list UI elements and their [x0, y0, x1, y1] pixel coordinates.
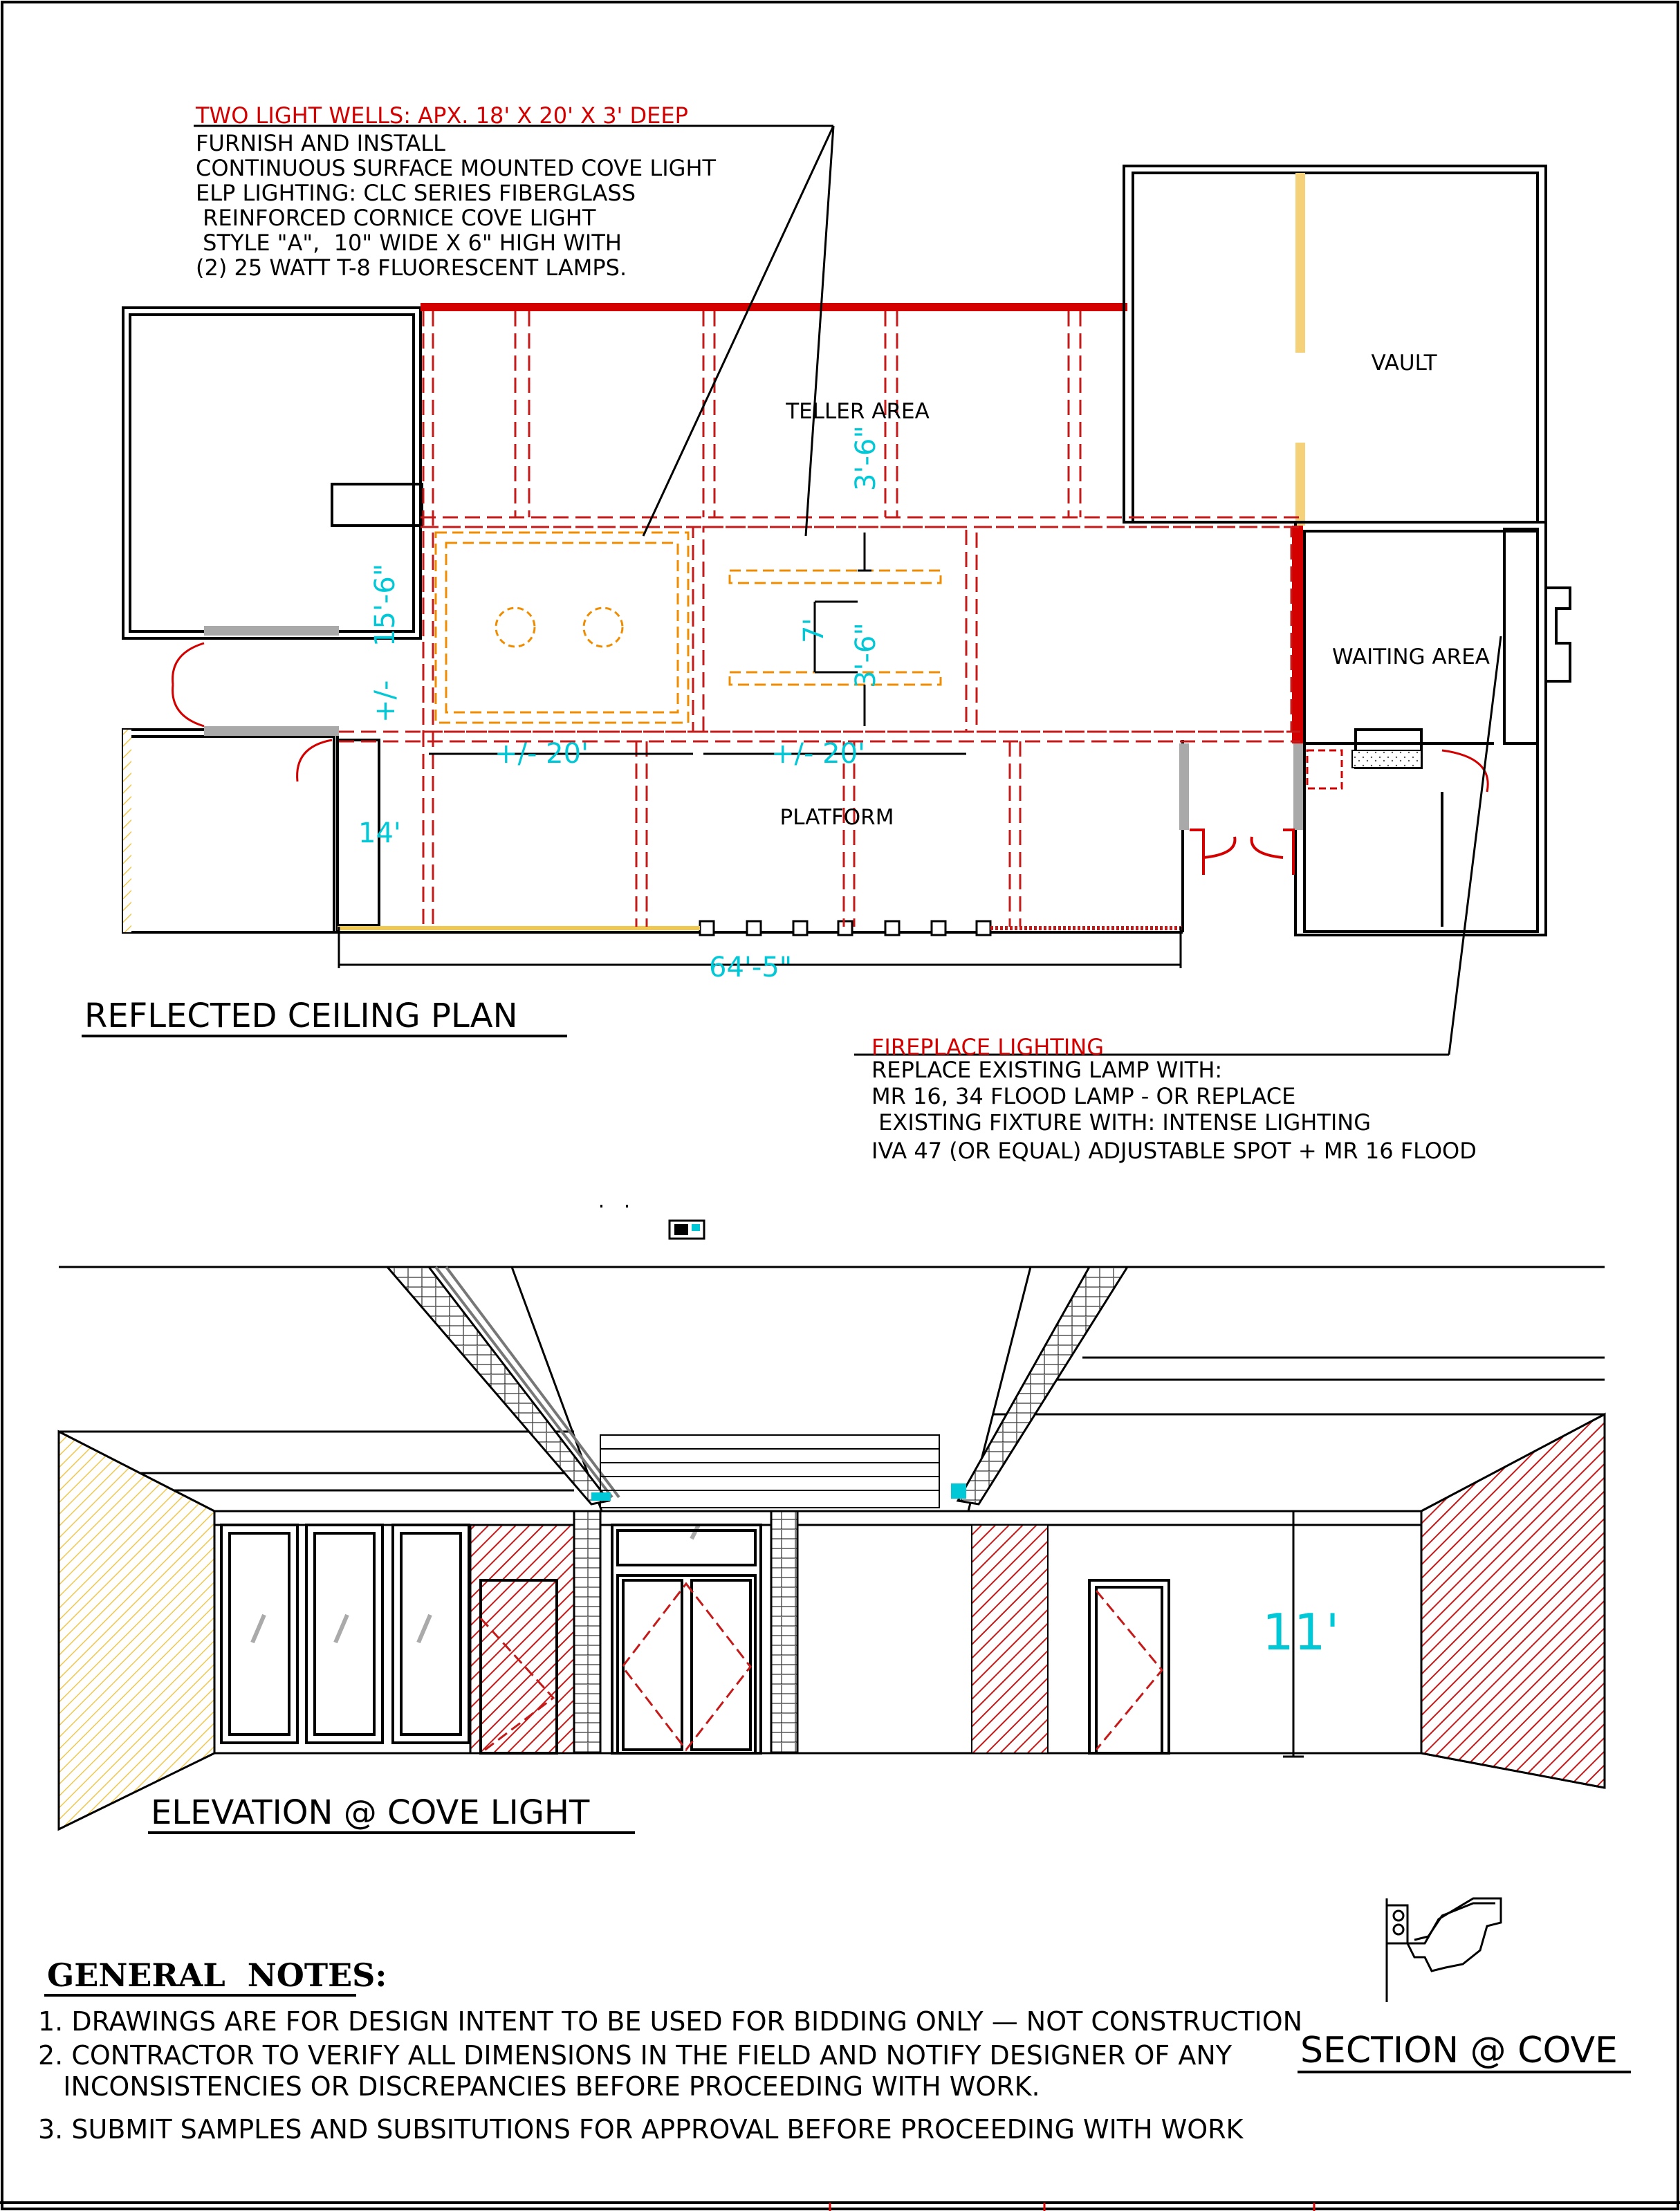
fireplace-light-box [1307, 750, 1342, 788]
dim-15-6-prefix: +/- [369, 680, 401, 723]
fireplace-heading: FIREPLACE LIGHTING [871, 1034, 1105, 1060]
left-entry-doors [173, 643, 332, 781]
note-item-3: 3. SUBMIT SAMPLES AND SUBSITUTIONS FOR APPROVAL BEFORE PROCEEDING WITH WORK [38, 2114, 1244, 2145]
dim-20-right: +/- 20' [771, 738, 866, 770]
elevation-door-left [481, 1580, 557, 1753]
gray-wall-platform [1179, 743, 1189, 830]
red-wall-waiting [1292, 526, 1303, 743]
note-item-2-cont: INCONSISTENCIES OR DISCREPANCIES BEFORE PROCEEDING WITH WORK. [38, 2071, 1040, 2102]
cove-section-profile [1387, 1898, 1501, 2002]
light-well-line-5: STYLE "A", 10" WIDE X 6" HIGH WITH [196, 230, 622, 256]
fireplace-callout [871, 1034, 1477, 1164]
cove-soffit-left [387, 1267, 609, 1504]
light-well-heading: TWO LIGHT WELLS: APX. 18' X 20' X 3' DEEP [196, 102, 688, 129]
room-label-vault: VAULT [1371, 351, 1437, 376]
vault-door-yellow-1 [1295, 173, 1305, 353]
fireplace-hearth [1352, 750, 1421, 768]
dimension-lines [339, 533, 1181, 968]
cove-fixture-markers [591, 1483, 966, 1501]
dim-15-6: 15'-6" [369, 563, 401, 647]
light-well-line-2: CONTINUOUS SURFACE MOUNTED COVE LIGHT [196, 155, 717, 181]
yellow-wall-left [123, 730, 131, 932]
misc-marks [600, 1205, 704, 1239]
light-well-line-3: ELP LIGHTING: CLC SERIES FIBERGLASS [196, 180, 636, 206]
section-cove [1298, 1898, 1631, 2072]
entry-wall-gray-top [204, 626, 339, 636]
red-wall-top [421, 303, 1127, 311]
center-door-swing [622, 1584, 750, 1750]
vault-block [1124, 166, 1546, 522]
fireplace-line-4: IVA 47 (OR EQUAL) ADJUSTABLE SPOT + MR 16 FLOOD [871, 1138, 1477, 1164]
red-hatch-panel-right [972, 1525, 1048, 1753]
dim-3-6-top: 3'-6" [850, 425, 882, 491]
fireplace-line-2: MR 16, 34 FLOOD LAMP - OR REPLACE [871, 1083, 1296, 1109]
note-item-2: 2. CONTRACTOR TO VERIFY ALL DIMENSIONS IN THE FIELD AND NOTIFY DESIGNER OF ANY [38, 2040, 1232, 2071]
door-swing-right [1096, 1591, 1162, 1750]
center-double-door [612, 1525, 761, 1753]
notes-heading: GENERAL NOTES: [47, 1956, 387, 1994]
fireplace-line-1: REPLACE EXISTING LAMP WITH: [871, 1057, 1223, 1083]
height-dim-text: 11' [1262, 1603, 1340, 1661]
entry-wall-gray-bottom [204, 726, 339, 736]
general-notes [38, 1956, 1302, 2145]
elevation-cove-light [59, 1267, 1605, 1833]
lower-entry [1190, 830, 1293, 875]
section-title: SECTION @ COVE [1300, 2030, 1618, 2071]
light-well-callout [195, 102, 717, 281]
waiting-block [1295, 522, 1570, 935]
dim-3-6-bottom: 3'-6" [850, 622, 882, 688]
cove-soffit-right [958, 1267, 1127, 1504]
dim-14: 14' [358, 817, 401, 849]
dim-64-5: 64'-5" [709, 952, 793, 983]
plan-title: REFLECTED CEILING PLAN [84, 997, 518, 1035]
note-item-1: 1. DRAWINGS ARE FOR DESIGN INTENT TO BE USED FOR BIDDING ONLY — NOT CONSTRUCTION [38, 2006, 1303, 2037]
cove-light-strips [436, 1267, 619, 1497]
elevation-title: ELEVATION @ COVE LIGHT [151, 1793, 590, 1832]
downlights [496, 608, 622, 647]
gray-wall-waiting [1293, 743, 1303, 830]
main-outline [338, 308, 1183, 932]
room-label-platform: PLATFORM [779, 805, 894, 830]
elevation-door-right [1089, 1580, 1169, 1753]
room-label-teller: TELLER AREA [786, 399, 930, 424]
red-hatch-wall-right [1421, 1414, 1605, 1788]
cove-well-slats [600, 1435, 939, 1508]
brick-column-left [574, 1511, 600, 1753]
brick-column-right [771, 1511, 797, 1753]
light-well-line-1: FURNISH AND INSTALL [196, 130, 445, 156]
fireplace-line-3: EXISTING FIXTURE WITH: INTENSE LIGHTING [871, 1109, 1372, 1136]
vault-door-yellow-2 [1295, 443, 1305, 526]
sheet-border [2, 2, 1678, 2209]
light-well-line-4: REINFORCED CORNICE COVE LIGHT [196, 205, 596, 231]
room-label-waiting: WAITING AREA [1332, 645, 1490, 669]
elevation-windows [221, 1525, 469, 1743]
dimension-text [358, 425, 882, 983]
fireplace-leader [854, 636, 1501, 1055]
dim-20-left: +/- 20' [495, 738, 589, 770]
dim-7: 7' [798, 618, 830, 643]
light-well-line-6: (2) 25 WATT T-8 FLUORESCENT LAMPS. [196, 255, 627, 281]
waiting-door-arc [1442, 750, 1488, 792]
